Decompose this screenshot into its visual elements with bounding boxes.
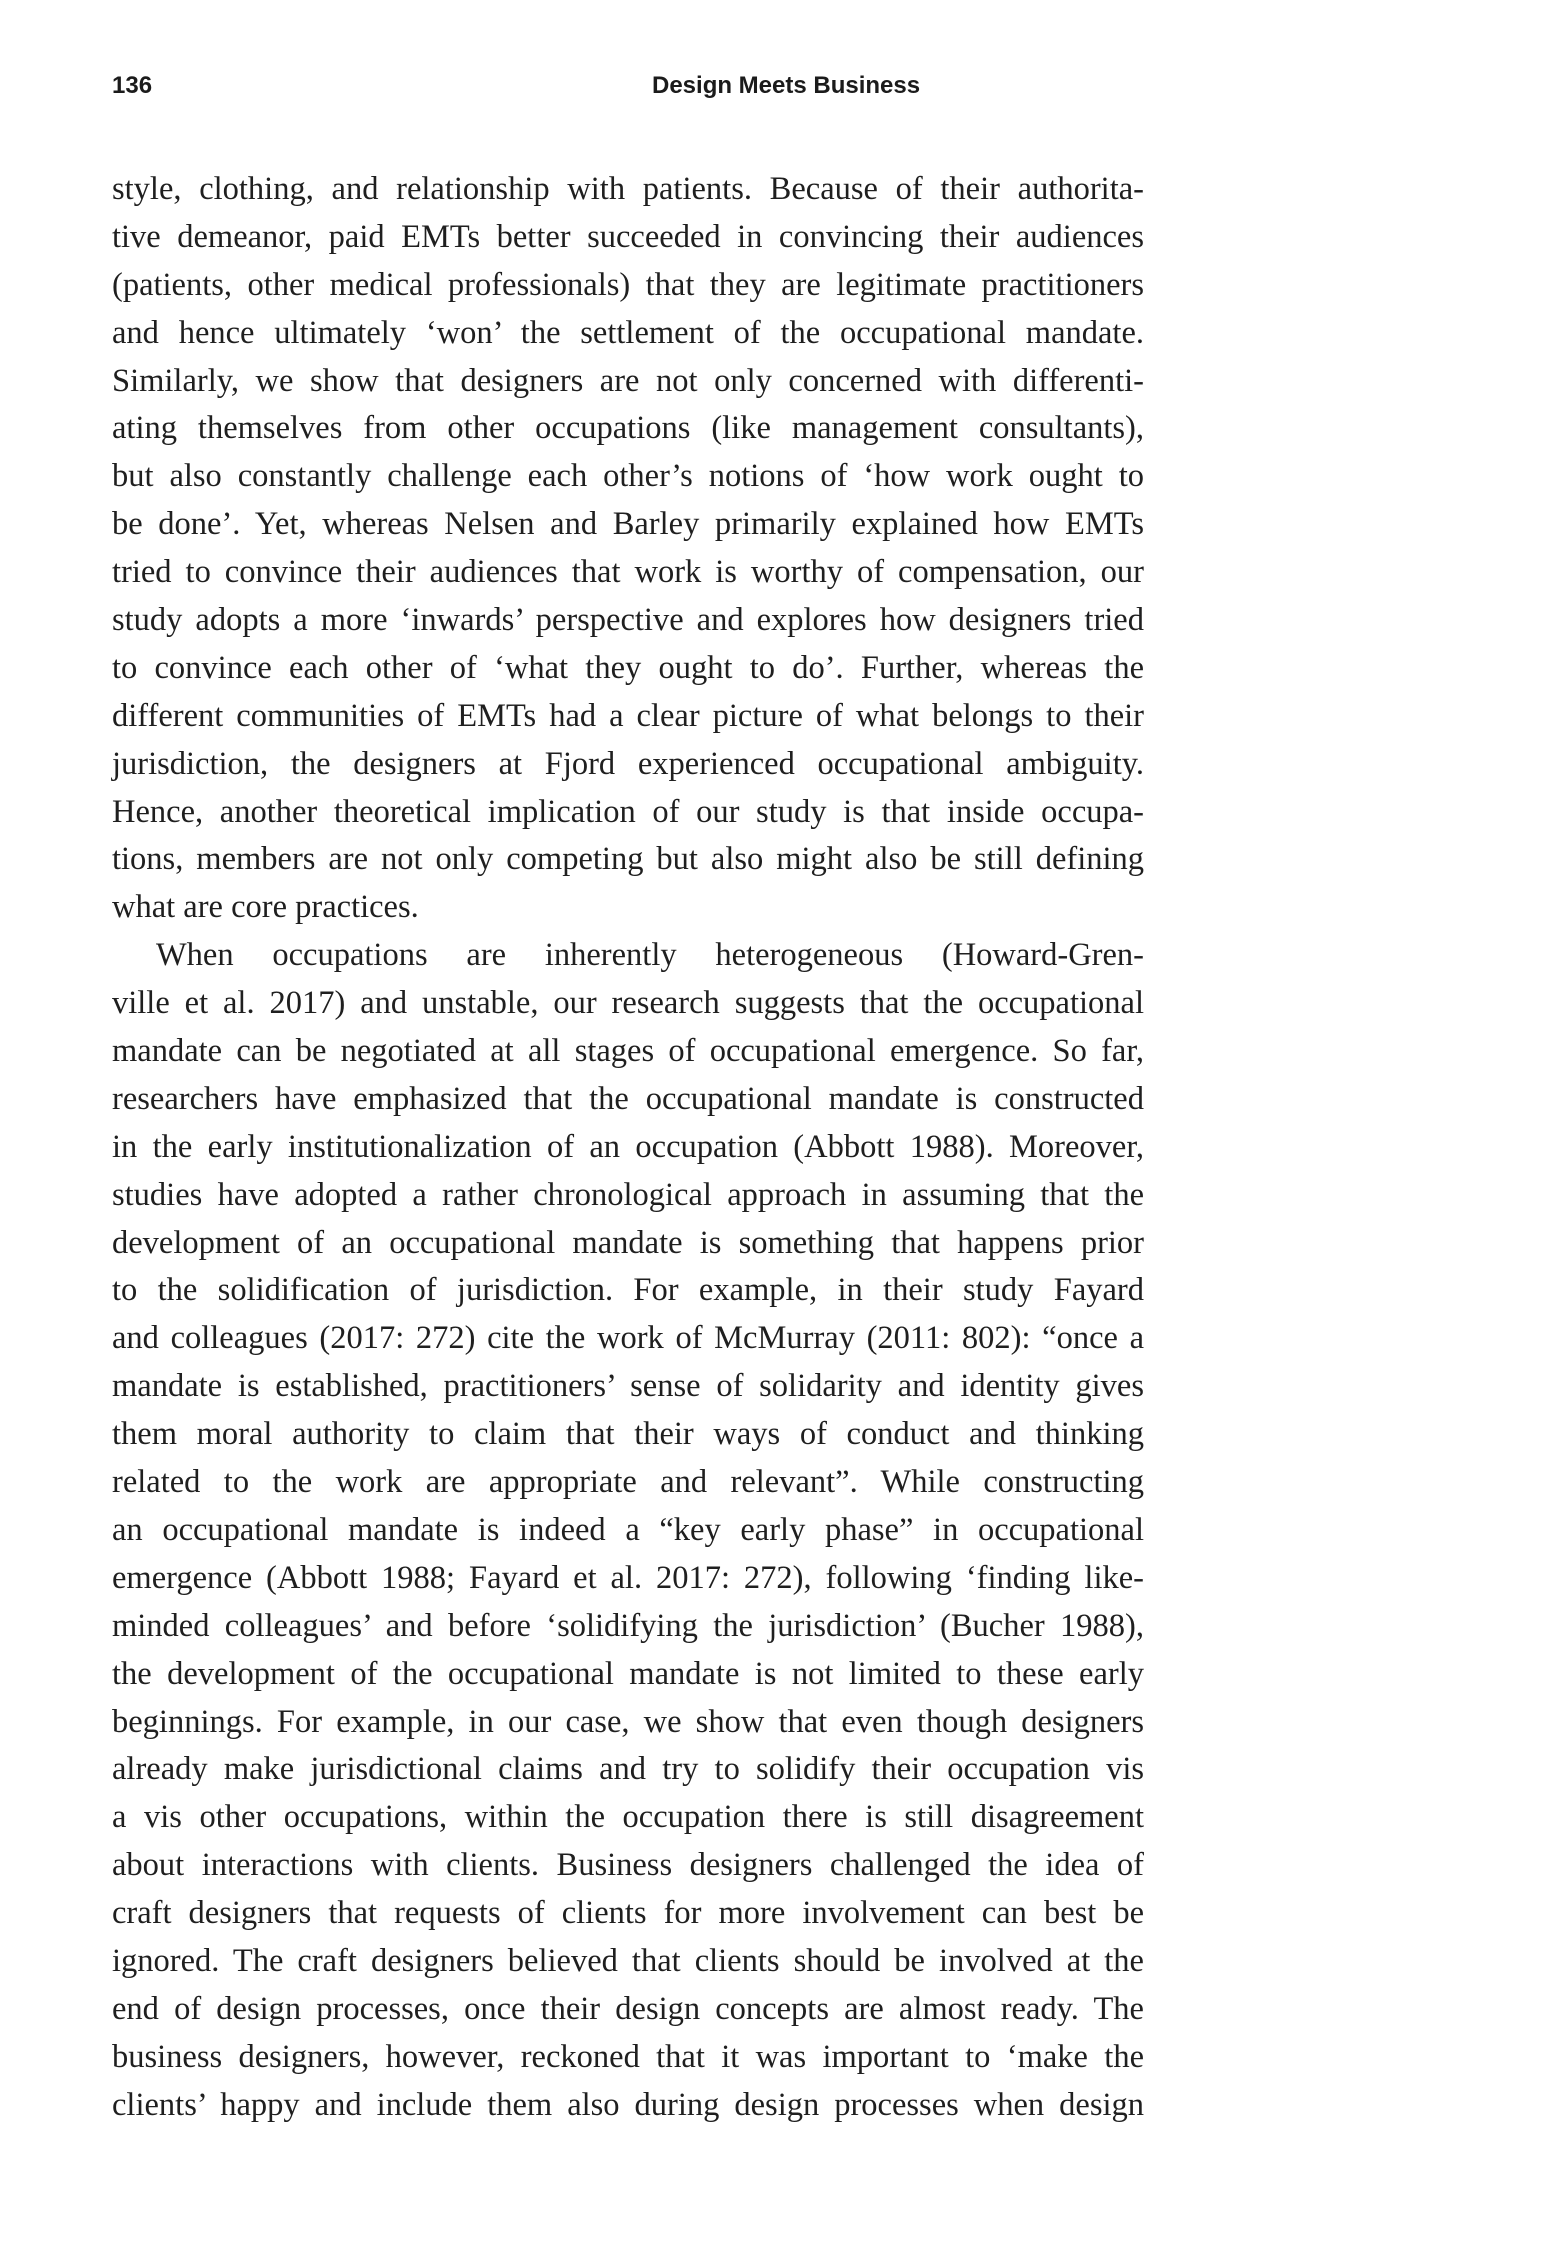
text-line: minded colleagues’ and before ‘solidifying the jurisdiction’ (Bucher 1988),: [112, 1607, 1144, 1644]
text-line: what are core practices.: [112, 889, 419, 926]
text-line: related to the work are appropriate and relevant”. While constructing: [112, 1464, 1144, 1501]
text-line: emergence (Abbott 1988; Fayard et al. 2017: 272), following ‘finding like-: [112, 1559, 1144, 1596]
text-line: jurisdiction, the designers at Fjord experienced occupational ambiguity.: [112, 745, 1144, 782]
text-line: be done’. Yet, whereas Nelsen and Barley primarily explained how EMTs: [112, 506, 1144, 543]
text-line: development of an occupational mandate is something that happens prior: [112, 1224, 1144, 1261]
paragraph: [112, 932, 1144, 2129]
text-line: ating themselves from other occupations (like management consultants),: [112, 410, 1144, 447]
text-line: When occupations are inherently heterogeneous (Howard-Gren-: [156, 937, 1144, 974]
text-line: business designers, however, reckoned that it was important to ‘make the: [112, 2038, 1144, 2075]
text-line: about interactions with clients. Business designers challenged the idea of: [112, 1847, 1144, 1884]
text-line: an occupational mandate is indeed a “key early phase” in occupational: [112, 1511, 1144, 1548]
text-line: researchers have emphasized that the occupational mandate is constructed: [112, 1080, 1144, 1117]
text-line: study adopts a more ‘inwards’ perspective and explores how designers tried: [112, 602, 1144, 639]
text-line: ignored. The craft designers believed that clients should be involved at the: [112, 1942, 1144, 1979]
page-number: 136: [112, 72, 153, 99]
body-text: [112, 166, 1144, 2130]
text-line: tive demeanor, paid EMTs better succeeded in convincing their audiences: [112, 218, 1144, 255]
text-line: style, clothing, and relationship with patients. Because of their authorita-: [112, 171, 1144, 207]
text-line: (patients, other medical professionals) that they are legitimate practitioners: [112, 266, 1144, 303]
text-line: end of design processes, once their design concepts are almost ready. The: [112, 1990, 1144, 2027]
running-title: Design Meets Business: [652, 72, 921, 99]
text-line: clients’ happy and include them also during design processes when design: [112, 2086, 1144, 2123]
text-line: mandate can be negotiated at all stages of occupational emergence. So far,: [112, 1033, 1144, 1070]
text-line: Hence, another theoretical implication of our study is that inside occupa-: [112, 793, 1144, 830]
paragraph: [112, 166, 1144, 932]
text-line: to the solidification of jurisdiction. For example, in their study Fayard: [112, 1272, 1144, 1309]
text-line: and colleagues (2017: 272) cite the work of McMurray (2011: 802): “once a: [112, 1320, 1144, 1357]
text-line: mandate is established, practitioners’ sense of solidarity and identity gives: [112, 1368, 1144, 1405]
text-line: but also constantly challenge each other’s notions of ‘how work ought to: [112, 458, 1144, 495]
text-line: Similarly, we show that designers are not only concerned with differenti-: [112, 362, 1144, 399]
text-line: craft designers that requests of clients for more involvement can best be: [112, 1895, 1144, 1932]
text-line: ville et al. 2017) and unstable, our research suggests that the occupational: [112, 985, 1144, 1022]
text-line: already make jurisdictional claims and try to solidify their occupation vis: [112, 1751, 1144, 1788]
text-line: studies have adopted a rather chronological approach in assuming that the: [112, 1176, 1144, 1213]
text-line: and hence ultimately ‘won’ the settlement of the occupational mandate.: [112, 314, 1144, 351]
text-line: a vis other occupations, within the occupation there is still disagreement: [112, 1799, 1144, 1836]
text-line: tions, members are not only competing but also might also be still defining: [112, 841, 1144, 878]
text-line: tried to convince their audiences that work is worthy of compensation, our: [112, 554, 1144, 591]
text-line: different communities of EMTs had a clear picture of what belongs to their: [112, 697, 1144, 734]
text-line: beginnings. For example, in our case, we show that even though designers: [112, 1703, 1144, 1740]
text-line: to convince each other of ‘what they ought to do’. Further, whereas the: [112, 649, 1144, 686]
text-line: in the early institutionalization of an occupation (Abbott 1988). Moreover,: [112, 1128, 1144, 1165]
text-line: them moral authority to claim that their ways of conduct and thinking: [112, 1416, 1144, 1453]
page-header: [112, 68, 1144, 104]
text-line: the development of the occupational mandate is not limited to these early: [112, 1655, 1144, 1692]
